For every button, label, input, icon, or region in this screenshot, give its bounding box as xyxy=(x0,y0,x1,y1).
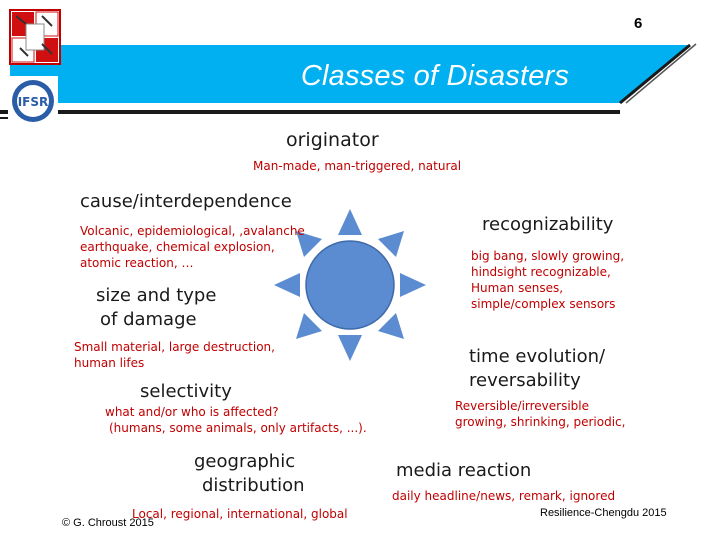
geographic-details: Local, regional, international, global xyxy=(132,507,348,521)
time-details: Reversible/irreversible growing, shrinking, periodic, xyxy=(455,399,626,429)
selectivity-heading: selectivity xyxy=(140,381,232,402)
recognizability-heading: recognizability xyxy=(482,214,614,235)
page-number: 6 xyxy=(634,15,643,32)
media-details: daily headline/news, remark, ignored xyxy=(392,489,616,503)
size-heading: size and type of damage xyxy=(96,285,217,330)
time-heading: time evolution/ reversability xyxy=(469,346,606,391)
cause-details: Volcanic, epidemiological, ,avalanche earthquake, chemical explosion, atomic reaction, … xyxy=(80,224,305,270)
size-details: Small material, large destruction, human lifes xyxy=(74,340,275,370)
recognizability-details: big bang, slowly growing, hindsight recognizable, Human senses, simple/complex sensors xyxy=(471,249,625,311)
cause-heading: cause/interdependence xyxy=(80,191,292,212)
originator-details: Man-made, man-triggered, natural xyxy=(253,159,462,173)
slide-title: Classes of Disasters xyxy=(300,60,570,92)
originator-heading: originator xyxy=(286,129,379,151)
event-footer: Resilience-Chengdu 2015 xyxy=(540,507,667,519)
ifsr-logo xyxy=(8,76,58,126)
university-crest-logo xyxy=(8,8,62,66)
svg-text:IFSR: IFSR xyxy=(17,95,49,109)
media-heading: media reaction xyxy=(396,460,532,481)
selectivity-details: what and/or who is affected? (humans, some animals, only artifacts, ...). xyxy=(105,405,367,435)
geographic-heading: geographic distribution xyxy=(194,451,305,496)
copyright-footer: © G. Chroust 2015 xyxy=(62,517,154,529)
